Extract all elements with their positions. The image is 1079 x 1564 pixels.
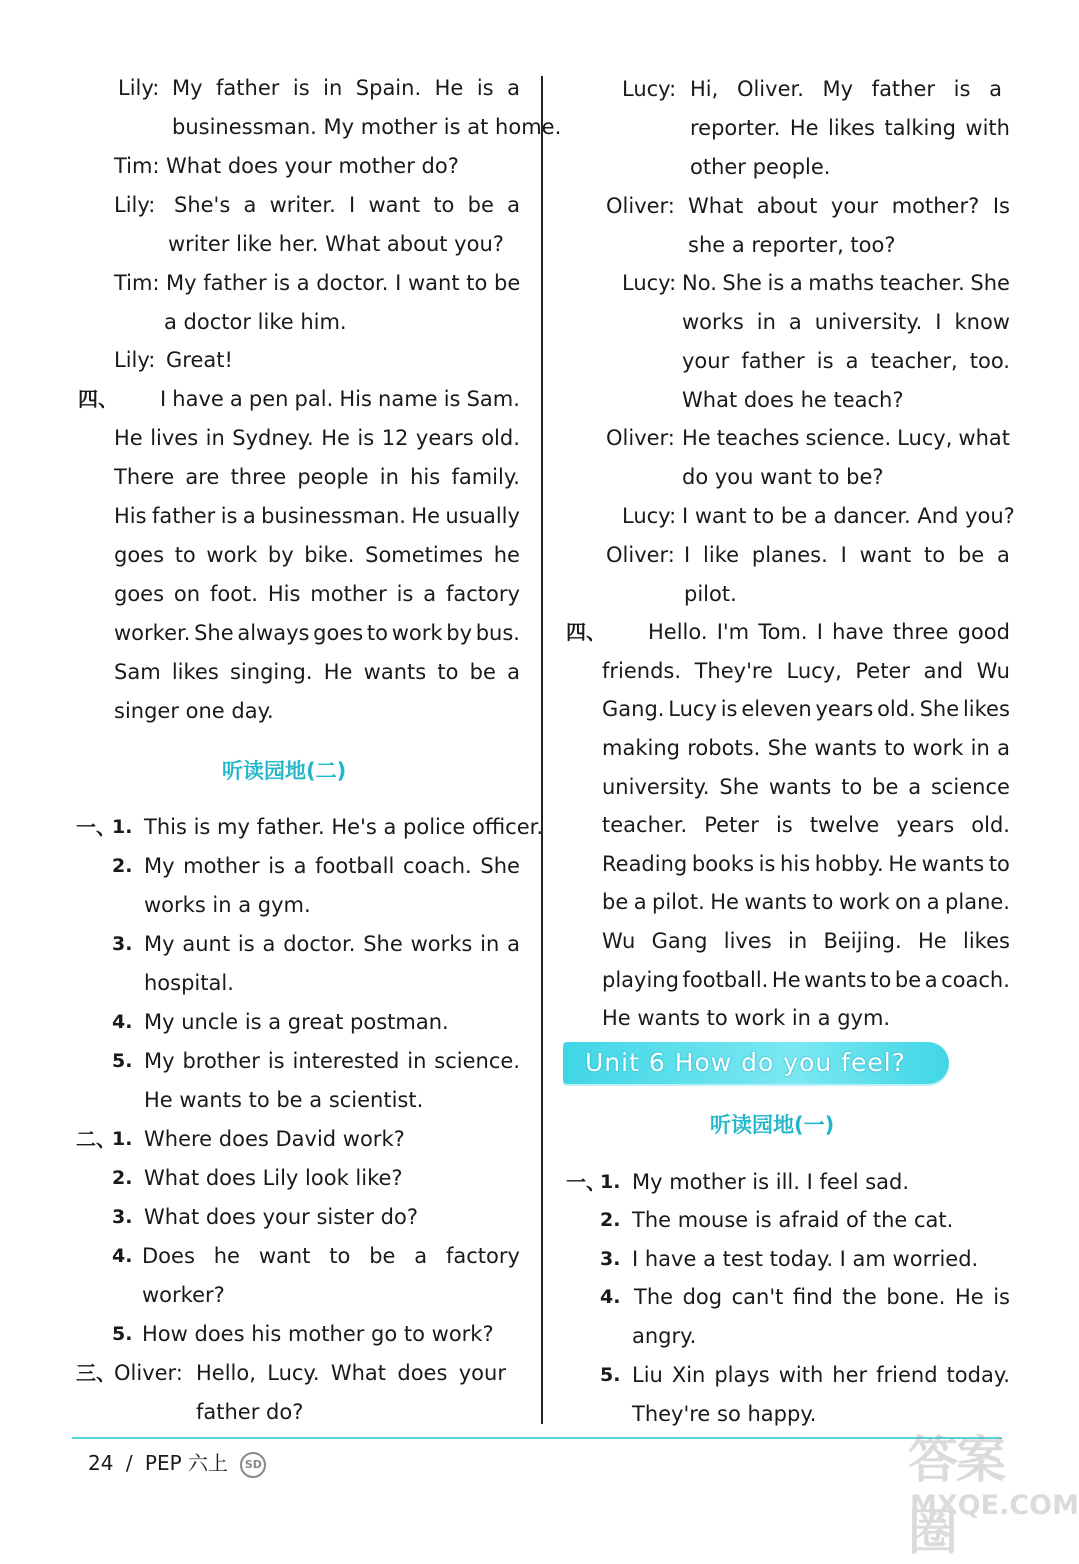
dialog-line: No. She is a maths teacher. She xyxy=(682,271,1010,295)
dialog-line: What does he teach? xyxy=(682,388,904,412)
speaker-label: Lily: xyxy=(114,193,156,217)
item-text: How does his mother go to work? xyxy=(142,1322,494,1346)
speaker-label: Lucy: xyxy=(622,504,677,528)
section-marker: 三、 xyxy=(76,1361,116,1385)
watermark-logo xyxy=(908,1420,1079,1561)
sd-badge-icon: SD xyxy=(240,1452,266,1478)
passage-line: teacher. Peter is twelve years old. xyxy=(602,813,1010,837)
dialog-line: My father is a doctor. I want to be xyxy=(166,271,521,295)
dialog-line: What does your mother do? xyxy=(166,154,459,178)
item-number: 1. xyxy=(112,816,133,838)
item-text: The mouse is afraid of the cat. xyxy=(632,1208,954,1232)
passage-line: I have a pen pal. His name is Sam. xyxy=(160,387,520,411)
page-number: 24 xyxy=(88,1451,114,1475)
dialog-line: writer like her. What about you? xyxy=(168,232,504,256)
item-text: Liu Xin plays with her friend today. xyxy=(632,1363,1010,1387)
passage-line: Sam likes singing. He wants to be a xyxy=(114,660,520,684)
dialog-line: She's a writer. I want to be a xyxy=(174,193,520,217)
passage-line: friends. They're Lucy, Peter and Wu xyxy=(602,659,1010,683)
item-text: My uncle is a great postman. xyxy=(144,1010,449,1034)
dialog-line: a doctor like him. xyxy=(164,310,347,334)
item-text: My aunt is a doctor. She works in a xyxy=(144,932,520,956)
item-text: My mother is a football coach. She xyxy=(144,854,520,878)
unit-title: Unit 6 How do you feel? xyxy=(585,1048,906,1077)
section-marker: 一、 xyxy=(566,1170,606,1194)
item-number: 5. xyxy=(112,1050,133,1072)
item-text: They're so happy. xyxy=(632,1402,817,1426)
dialog-line: do you want to be? xyxy=(682,465,884,489)
passage-line: worker. She always goes to work by bus. xyxy=(114,621,520,645)
item-number: 1. xyxy=(112,1128,133,1150)
item-text: I have a test today. I am worried. xyxy=(632,1247,979,1271)
dialog-line: your father is a teacher, too. xyxy=(682,349,1010,373)
passage-line: singer one day. xyxy=(114,699,274,723)
unit-banner xyxy=(563,1042,949,1084)
section-heading: 听读园地(一) xyxy=(710,1113,835,1137)
item-text: My mother is ill. I feel sad. xyxy=(632,1170,910,1194)
passage-line: goes on foot. His mother is a factory xyxy=(114,582,520,606)
watermark-text: 答案圈 xyxy=(908,1431,1004,1561)
section-marker: 一、 xyxy=(76,815,116,839)
dialog-line: reporter. He likes talking with xyxy=(690,116,1010,140)
item-number: 3. xyxy=(112,933,133,955)
speaker-label: Oliver: xyxy=(606,194,675,218)
passage-line: There are three people in his family. xyxy=(114,465,520,489)
footer-separator: / xyxy=(125,1451,133,1475)
dialog-line: Great! xyxy=(166,348,233,372)
passage-line: He wants to work in a gym. xyxy=(602,1006,891,1030)
column-divider xyxy=(541,76,543,1424)
item-number: 5. xyxy=(600,1364,621,1386)
passage-line: be a pilot. He wants to work on a plane. xyxy=(602,890,1010,914)
item-text: angry. xyxy=(632,1324,697,1348)
item-text: What does your sister do? xyxy=(144,1205,418,1229)
dialog-line: works in a university. I know xyxy=(682,310,1010,334)
passage-line: making robots. She wants to work in a xyxy=(602,736,1010,760)
item-number: 3. xyxy=(600,1248,621,1270)
speaker-label: Lucy: xyxy=(622,77,677,101)
passage-line: His father is a businessman. He usually xyxy=(114,504,520,528)
passage-line: goes to work by bike. Sometimes he xyxy=(114,543,520,567)
dialog-line: Hi, Oliver. My father is a xyxy=(690,77,1002,101)
item-text: works in a gym. xyxy=(144,893,311,917)
passage-line: playing football. He wants to be a coach. xyxy=(602,968,1010,992)
item-number: 4. xyxy=(600,1286,621,1308)
speaker-label: Tim: xyxy=(114,271,160,295)
item-text: What does Lily look like? xyxy=(144,1166,403,1190)
item-text: hospital. xyxy=(144,971,234,995)
speaker-label: Tim: xyxy=(114,154,160,178)
section-heading: 听读园地(二) xyxy=(222,759,347,783)
dialog-line: My father is in Spain. He is a xyxy=(172,76,520,100)
passage-line: He lives in Sydney. He is 12 years old. xyxy=(114,426,520,450)
item-number: 4. xyxy=(112,1245,133,1267)
item-text: The dog can't find the bone. He is xyxy=(634,1285,1010,1309)
dialog-line: Hello, Lucy. What does your xyxy=(196,1361,506,1385)
item-number: 2. xyxy=(600,1209,621,1231)
dialog-line: other people. xyxy=(690,155,831,179)
dialog-line: He teaches science. Lucy, what xyxy=(682,426,1010,450)
item-text: This is my father. He's a police officer. xyxy=(144,815,544,839)
speaker-label: Oliver: xyxy=(606,426,675,450)
section-marker: 二、 xyxy=(76,1127,116,1151)
book-label: PEP 六上 xyxy=(144,1451,229,1475)
passage-line: university. She wants to be a science xyxy=(602,775,1010,799)
item-number: 3. xyxy=(112,1206,133,1228)
item-text: worker? xyxy=(142,1283,225,1307)
speaker-label: Oliver: xyxy=(606,543,675,567)
dialog-line: she a reporter, too? xyxy=(688,233,896,257)
item-number: 2. xyxy=(112,855,133,877)
speaker-label: Oliver: xyxy=(114,1361,183,1385)
section-marker: 四、 xyxy=(566,620,606,644)
page-footer xyxy=(88,1450,266,1478)
watermark-url: MXQE.COM xyxy=(910,1490,1079,1521)
item-number: 4. xyxy=(112,1011,133,1033)
item-text: My brother is interested in science. xyxy=(144,1049,520,1073)
section-marker: 四、 xyxy=(78,387,118,411)
dialog-line: father do? xyxy=(196,1400,304,1424)
dialog-line: I want to be a dancer. And you? xyxy=(682,504,1015,528)
item-text: Where does David work? xyxy=(144,1127,405,1151)
item-text: Does he want to be a factory xyxy=(142,1244,520,1268)
dialog-line: businessman. My mother is at home. xyxy=(172,115,562,139)
speaker-label: Lily: xyxy=(118,76,160,100)
passage-line: Gang. Lucy is eleven years old. She likes xyxy=(602,697,1010,721)
dialog-line: pilot. xyxy=(684,582,737,606)
dialog-line: I like planes. I want to be a xyxy=(684,543,1010,567)
passage-line: Reading books is his hobby. He wants to xyxy=(602,852,1010,876)
item-number: 1. xyxy=(600,1171,621,1193)
item-number: 5. xyxy=(112,1323,133,1345)
item-text: He wants to be a scientist. xyxy=(144,1088,424,1112)
passage-line: Hello. I'm Tom. I have three good xyxy=(648,620,1010,644)
speaker-label: Lily: xyxy=(114,348,156,372)
footer-rule xyxy=(72,1437,1002,1439)
passage-line: Wu Gang lives in Beijing. He likes xyxy=(602,929,1010,953)
dialog-line: What about your mother? Is xyxy=(688,194,1010,218)
item-number: 2. xyxy=(112,1167,133,1189)
speaker-label: Lucy: xyxy=(622,271,677,295)
